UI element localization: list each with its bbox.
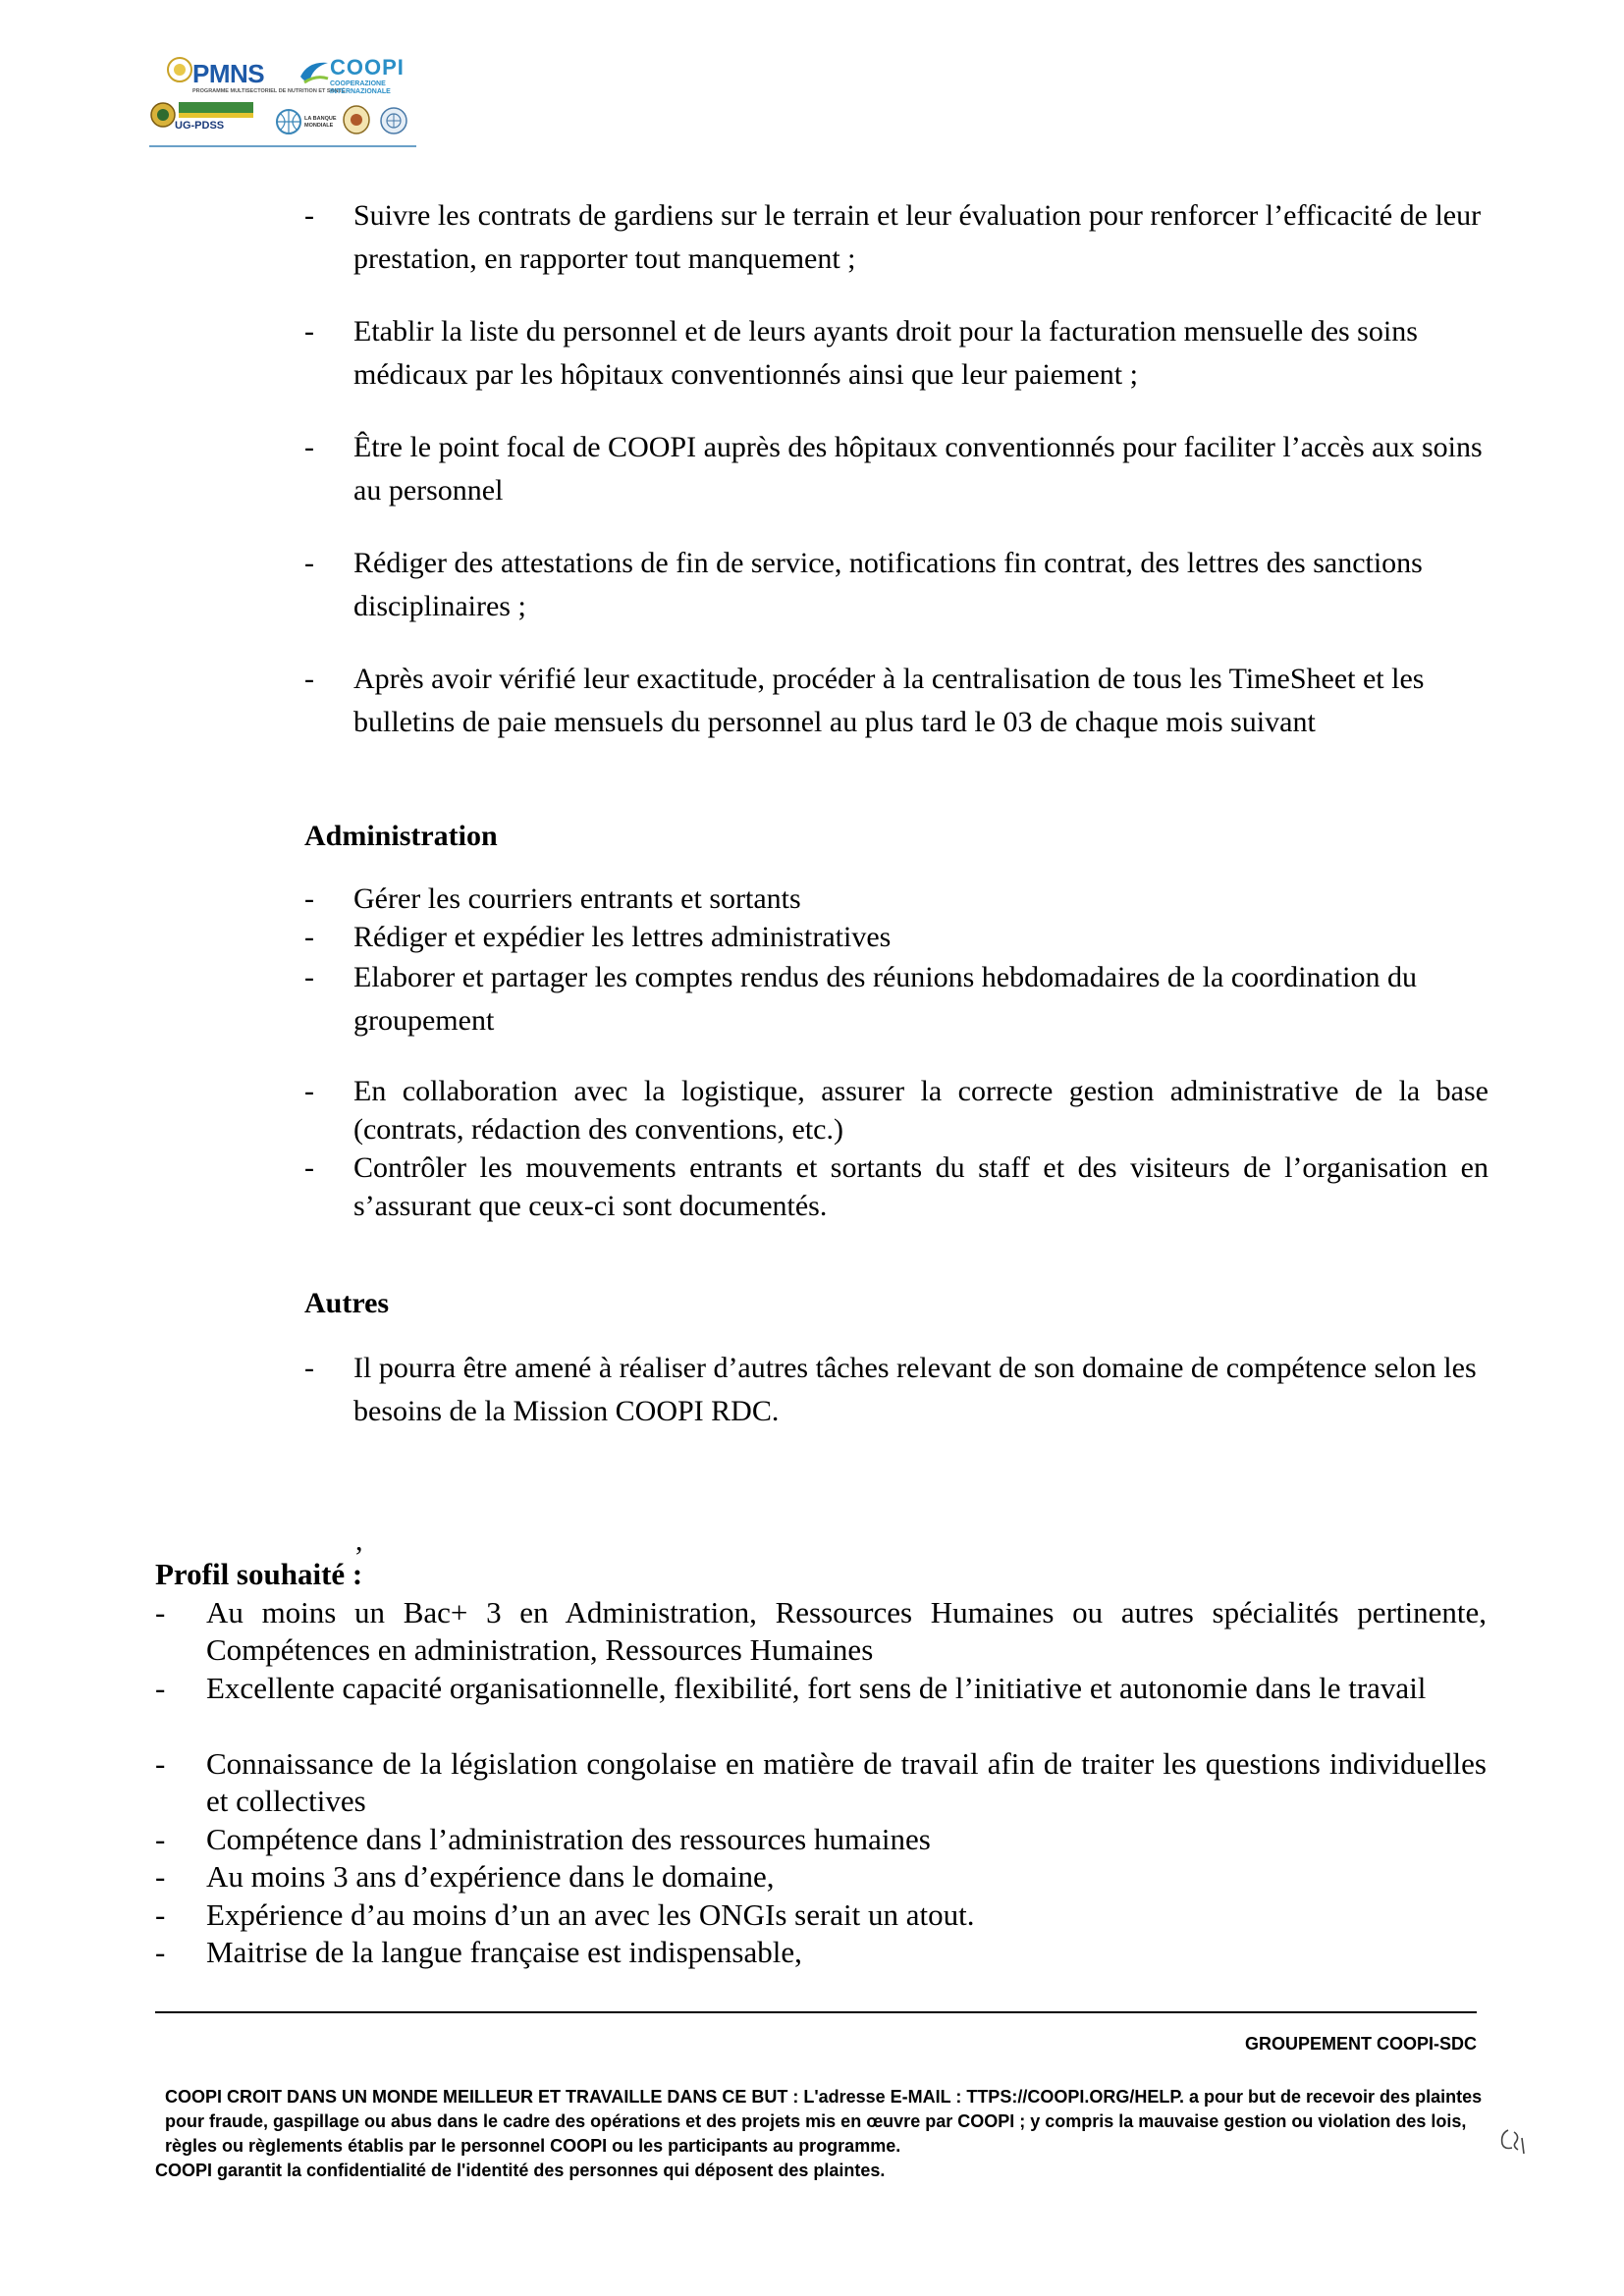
world-bank-line1: LA BANQUE — [304, 116, 337, 122]
footer-note-main: COOPI CROIT DANS UN MONDE MEILLEUR ET TRAVAILLE DANS CE BUT : L'adresse E-MAIL : TTPS://COOPI.ORG/HELP. a pour but de recevoir des plaintes pour fraude, gaspillage ou abus dans le cadre des opérations et des projets mis en œuvre par COOPI ; y compris la mauvaise gestion ou violation des lois, règles ou règlements établis par le personnel COOPI ou les participants au programme. — [165, 2087, 1483, 2156]
list-dash: - — [155, 1746, 166, 1781]
footer-note — [155, 2085, 1489, 2183]
list-item-text: Gérer les courriers entrants et sortants — [353, 882, 801, 915]
list-dash: - — [155, 1859, 166, 1894]
profil-item-text: Au moins un Bac+ 3 en Administration, Ressources Humaines ou autres spécialités pertinente, Compétences en administration, Ressources Humaines — [206, 1595, 1487, 1667]
list-dash: - — [304, 431, 314, 463]
list-item — [304, 918, 1489, 956]
list-dash: - — [155, 1935, 166, 1969]
pmns-logo-text: PMNS — [192, 59, 265, 88]
section-heading-administration: Administration — [304, 820, 498, 852]
profil-item-text: Connaissance de la législation congolaise en matière de travail afin de traiter les questions individuelles et collectives — [206, 1746, 1487, 1818]
stray-comma: , — [355, 1524, 363, 1557]
list-item-text: Il pourra être amené à réaliser d’autres tâches relevant de son domaine de compétence selon les besoins de la Mission COOPI RDC. — [353, 1352, 1477, 1427]
profil-item-text: Compétence dans l’administration des ressources humaines — [206, 1822, 931, 1856]
list-item — [304, 194, 1489, 281]
list-item — [304, 880, 1489, 918]
list-item-text: Rédiger et expédier les lettres administratives — [353, 921, 892, 953]
list-dash: - — [304, 663, 314, 695]
ministry-seal-icon — [342, 104, 371, 135]
list-dash: - — [304, 315, 314, 347]
list-item — [304, 1072, 1489, 1148]
green-banner-icon — [179, 102, 253, 118]
world-bank-logo-text — [304, 116, 337, 130]
list-dash: - — [304, 882, 314, 915]
list-item — [304, 658, 1489, 744]
world-bank-globe-icon — [275, 108, 302, 135]
header-logos — [149, 49, 416, 147]
list-item — [304, 1347, 1489, 1433]
list-item — [304, 426, 1489, 512]
list-dash: - — [304, 547, 314, 579]
profil-item-text: Au moins 3 ans d’expérience dans le domaine, — [206, 1859, 775, 1894]
footer-note-confidentiality: COOPI garantit la confidentialité de l'identité des personnes qui déposent des plaintes. — [155, 2161, 886, 2180]
list-item-text: En collaboration avec la logistique, assurer la correcte gestion administrative de la base (contrats, rédaction des conventions, etc.) — [353, 1075, 1489, 1146]
national-seal-icon — [149, 100, 177, 130]
coopi-logo-text: COOPI — [330, 55, 405, 80]
list-item — [304, 310, 1489, 397]
footer-group-name: GROUPEMENT COOPI-SDC — [1244, 2034, 1477, 2054]
profil-item — [155, 1821, 1487, 1858]
footer-rule — [155, 2011, 1477, 2013]
list-item-text: Être le point focal de COOPI auprès des hôpitaux conventionnés pour faciliter l’accès aux soins au personnel — [353, 431, 1483, 507]
list-item — [304, 542, 1489, 628]
list-dash: - — [304, 199, 314, 232]
list-item-text: Suivre les contrats de gardiens sur le terrain et leur évaluation pour renforcer l’efficacité de leur prestation, en rapporter tout manquement ; — [353, 199, 1482, 275]
header-rule — [149, 145, 416, 147]
list-dash: - — [304, 1075, 314, 1107]
pmns-logo-subtitle: PROGRAMME MULTISECTORIEL DE NUTRITION ET SANTÉ — [192, 88, 346, 94]
coopi-swoosh-icon — [298, 57, 330, 86]
list-item-text: Après avoir vérifié leur exactitude, procéder à la centralisation de tous les TimeSheet et les bulletins de paie mensuels du personnel au plus tard le 03 de chaque mois suivant — [353, 663, 1425, 738]
list-dash: - — [155, 1822, 166, 1856]
profil-item — [155, 1670, 1487, 1707]
coopi-subtitle-line2: INTERNAZIONALE — [330, 88, 391, 95]
ugpdss-logo-text: UG-PDSS — [175, 120, 225, 132]
profil-title: Profil souhaité : — [155, 1557, 363, 1591]
coopi-logo-subtitle — [330, 80, 391, 96]
list-item-text: Rédiger des attestations de fin de service, notifications fin contrat, des lettres des sanctions disciplinaires ; — [353, 547, 1423, 622]
profil-item — [155, 1594, 1487, 1669]
list-dash: - — [155, 1897, 166, 1932]
list-dash: - — [304, 921, 314, 953]
signature-initials-icon — [1494, 2124, 1530, 2160]
profil-item-text: Maitrise de la langue française est indispensable, — [206, 1935, 802, 1969]
section-heading-autres: Autres — [304, 1287, 390, 1319]
profil-item — [155, 1745, 1487, 1820]
pmns-emblem-icon — [167, 55, 192, 84]
list-dash: - — [304, 1151, 314, 1184]
list-dash: - — [155, 1595, 166, 1629]
profil-item — [155, 1896, 1487, 1934]
un-emblem-icon — [379, 106, 408, 135]
list-item — [304, 1148, 1489, 1225]
list-item-text: Elaborer et partager les comptes rendus des réunions hebdomadaires de la coordination du groupement — [353, 961, 1417, 1037]
coopi-subtitle-line1: COOPERAZIONE — [330, 80, 386, 87]
profil-item — [155, 1934, 1487, 1971]
list-item-text: Etablir la liste du personnel et de leurs ayants droit pour la facturation mensuelle des soins médicaux par les hôpitaux conventionnés ainsi que leur paiement ; — [353, 315, 1418, 391]
profil-item-text: Expérience d’au moins d’un an avec les ONGIs serait un atout. — [206, 1897, 975, 1932]
list-dash: - — [155, 1671, 166, 1705]
profil-item — [155, 1858, 1487, 1896]
list-dash: - — [304, 1352, 314, 1384]
world-bank-line2: MONDIALE — [304, 123, 334, 129]
list-item — [304, 956, 1489, 1042]
list-dash: - — [304, 961, 314, 993]
list-item-text: Contrôler les mouvements entrants et sortants du staff et des visiteurs de l’organisation en s’assurant que ceux-ci sont documentés. — [353, 1151, 1489, 1222]
profil-item-text: Excellente capacité organisationnelle, flexibilité, fort sens de l’initiative et autonomie dans le travail — [206, 1671, 1427, 1705]
